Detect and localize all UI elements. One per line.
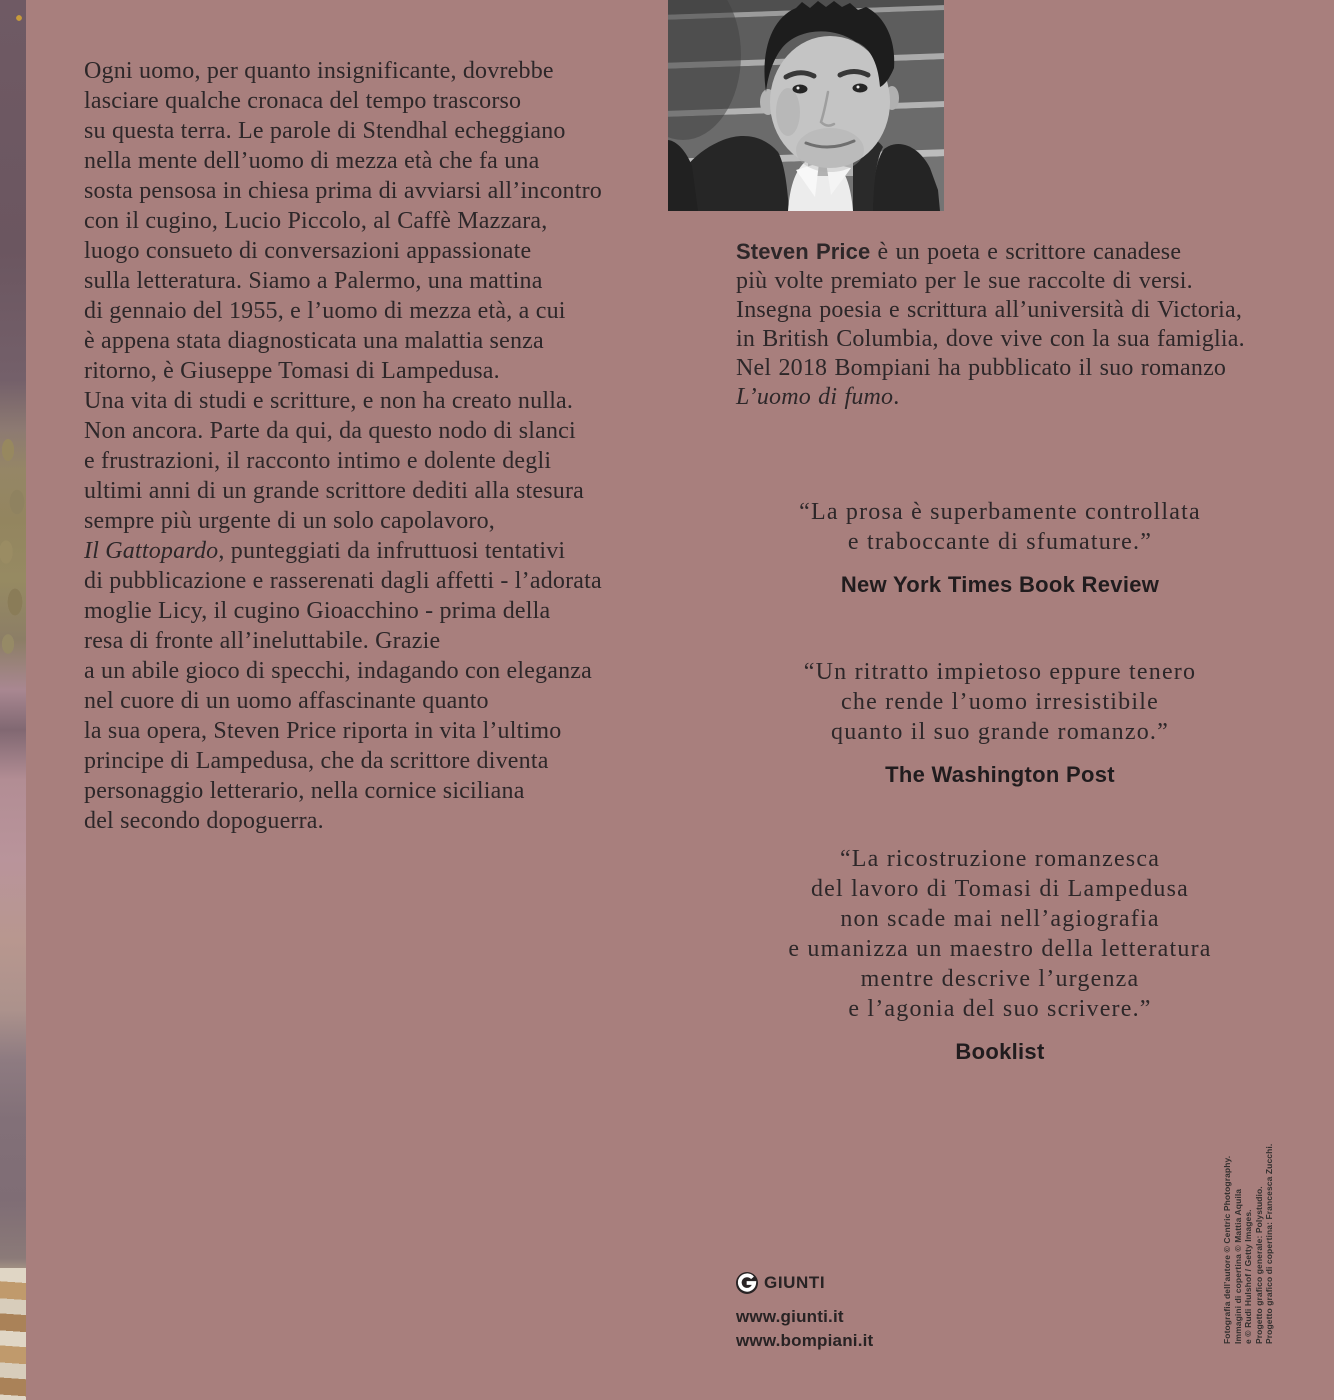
text-line: Immagini di copertina © Mattia Aquila: [1232, 1188, 1243, 1344]
quote-line: e umanizza un maestro della letteratura: [788, 936, 1212, 962]
quote-line: e l’agonia del suo scrivere.”: [848, 996, 1152, 1022]
text-segment: Una vita di studi e scritture, e non ha creato nulla.: [84, 388, 574, 414]
text-segment: Ogni uomo, per quanto insignificante, dovrebbe: [84, 58, 554, 84]
text-line: [736, 296, 1276, 325]
text-segment: moglie Licy, il cugino Gioacchino - prima della: [84, 598, 551, 624]
text-line: [84, 746, 669, 776]
text-segment: in British Columbia, dove vive con la sua famiglia.: [736, 326, 1245, 352]
text-line: [84, 56, 669, 86]
text-line: [736, 325, 1276, 354]
text-segment: luogo consueto di conversazioni appassionate: [84, 238, 532, 264]
text-line: [84, 566, 669, 596]
text-line: www.bompiani.it: [736, 1331, 874, 1350]
text-line: [736, 383, 1276, 412]
quote-line: quanto il suo grande romanzo.”: [831, 719, 1169, 745]
text-line: [84, 86, 669, 116]
text-line: [84, 506, 669, 536]
text-line: [84, 386, 669, 416]
text-line: [84, 206, 669, 236]
text-line: [84, 776, 669, 806]
cover-art-strip: [0, 0, 26, 1400]
text-segment: di pubblicazione e rasserenati dagli affetti - l’adorata: [84, 568, 602, 594]
author-bio: [736, 237, 1276, 412]
publisher-name: GIUNTI: [764, 1273, 826, 1292]
text-line: [84, 716, 669, 746]
text-line: [84, 656, 669, 686]
review-quote: [700, 657, 1300, 790]
text-segment: nel cuore di un uomo affascinante quanto: [84, 688, 489, 714]
text-line: [84, 416, 669, 446]
review-quote: [700, 497, 1300, 600]
text-segment: ritorno, è Giuseppe Tomasi di Lampedusa.: [84, 358, 500, 384]
text-segment: e frustrazioni, il racconto intimo e dolente degli: [84, 448, 552, 474]
quote-line: “Un ritratto impietoso eppure tenero: [803, 659, 1197, 685]
text-line: [84, 116, 669, 146]
text-segment: .: [893, 384, 900, 410]
text-segment: principe di Lampedusa, che da scrittore diventa: [84, 748, 549, 774]
text-segment: più volte premiato per le sue raccolte di versi.: [736, 268, 1193, 294]
synopsis-text: [84, 56, 669, 836]
text-line: [84, 146, 669, 176]
text-line: [84, 296, 669, 326]
text-line: [84, 686, 669, 716]
quote-source: The Washington Post: [885, 762, 1115, 787]
text-line: [84, 806, 669, 836]
bold-text: Steven Price: [736, 239, 871, 264]
quote-line: e traboccante di sfumature.”: [847, 529, 1153, 555]
text-segment: resa di fronte all’ineluttabile. Grazie: [84, 628, 441, 654]
text-segment: con il cugino, Lucio Piccolo, al Caffè Mazzara,: [84, 208, 548, 234]
text-line: [736, 354, 1276, 383]
text-line: [84, 266, 669, 296]
publisher-logo-row: [736, 1272, 873, 1294]
text-segment: personaggio letterario, nella cornice siciliana: [84, 778, 525, 804]
text-segment: Nel 2018 Bompiani ha pubblicato il suo romanzo: [736, 355, 1227, 381]
publisher-websites: [736, 1305, 873, 1353]
quote-line: del lavoro di Tomasi di Lampedusa: [810, 876, 1190, 902]
quote-text: [700, 844, 1300, 1024]
text-line: Progetto grafico di copertina: Francesca Zucchi.: [1264, 1143, 1274, 1344]
text-segment: la sua opera, Steven Price riporta in vita l’ultimo: [84, 718, 562, 744]
quote-text: [700, 497, 1300, 557]
text-segment: su questa terra. Le parole di Stendhal echeggiano: [84, 118, 566, 144]
author-photo-illustration: [668, 0, 944, 211]
giunti-logo-icon: [736, 1272, 758, 1294]
italic-text: L’uomo di fumo: [736, 384, 894, 410]
quote-line: che rende l’uomo irresistibile: [841, 689, 1159, 715]
text-line: [736, 237, 1276, 267]
text-line: e © Rudi Hulshof / Getty Images.: [1243, 1209, 1253, 1344]
text-segment: ultimi anni di un grande scrittore dediti alla stesura: [84, 478, 584, 504]
text-line: [84, 446, 669, 476]
text-segment: del secondo dopoguerra.: [84, 808, 324, 834]
text-line: Fotografia dell’autore © Centric Photography.: [1222, 1155, 1232, 1344]
text-segment: è un poeta e scrittore canadese: [870, 239, 1182, 265]
text-segment: sosta pensosa in chiesa prima di avviarsi all’incontro: [84, 178, 602, 204]
quote-line: “La ricostruzione romanzesca: [839, 846, 1161, 872]
quote-source: New York Times Book Review: [840, 572, 1160, 597]
text-line: Progetto grafico generale: Polystudio.: [1253, 1186, 1264, 1344]
italic-text: Il Gattopardo: [84, 538, 219, 564]
quote-text: [700, 657, 1300, 747]
text-line: [736, 267, 1276, 296]
text-line: [84, 176, 669, 206]
review-quote: [700, 844, 1300, 1067]
text-segment: è appena stata diagnosticata una malattia senza: [84, 328, 544, 354]
text-segment: , punteggiati da infruttuosi tentativi: [218, 538, 566, 564]
text-line: [84, 596, 669, 626]
quote-line: non scade mai nell’agiografia: [840, 906, 1160, 932]
text-line: [84, 326, 669, 356]
text-segment: di gennaio del 1955, e l’uomo di mezza età, a cui: [84, 298, 566, 324]
text-segment: Insegna poesia e scrittura all’università di Victoria,: [736, 297, 1243, 323]
cover-art-stripes: [0, 1268, 26, 1400]
quote-source: Booklist: [955, 1039, 1045, 1064]
publisher-block: [736, 1272, 873, 1353]
text-segment: nella mente dell’uomo di mezza età che fa una: [84, 148, 540, 174]
quote-line: “La prosa è superbamente controllata: [799, 499, 1201, 525]
text-line: [84, 356, 669, 386]
text-segment: sempre più urgente di un solo capolavoro,: [84, 508, 495, 534]
author-photo: [668, 0, 944, 211]
text-segment: sulla letteratura. Siamo a Palermo, una mattina: [84, 268, 543, 294]
text-line: [84, 536, 669, 566]
text-segment: lasciare qualche cronaca del tempo trascorso: [84, 88, 522, 114]
credits-text: [1222, 1126, 1275, 1344]
text-segment: Non ancora. Parte da qui, da questo nodo di slanci: [84, 418, 576, 444]
text-line: [84, 236, 669, 266]
text-segment: a un abile gioco di specchi, indagando con eleganza: [84, 658, 593, 684]
text-line: www.giunti.it: [736, 1307, 844, 1326]
quote-line: mentre descrive l’urgenza: [860, 966, 1140, 992]
text-line: [84, 626, 669, 656]
text-line: [84, 476, 669, 506]
